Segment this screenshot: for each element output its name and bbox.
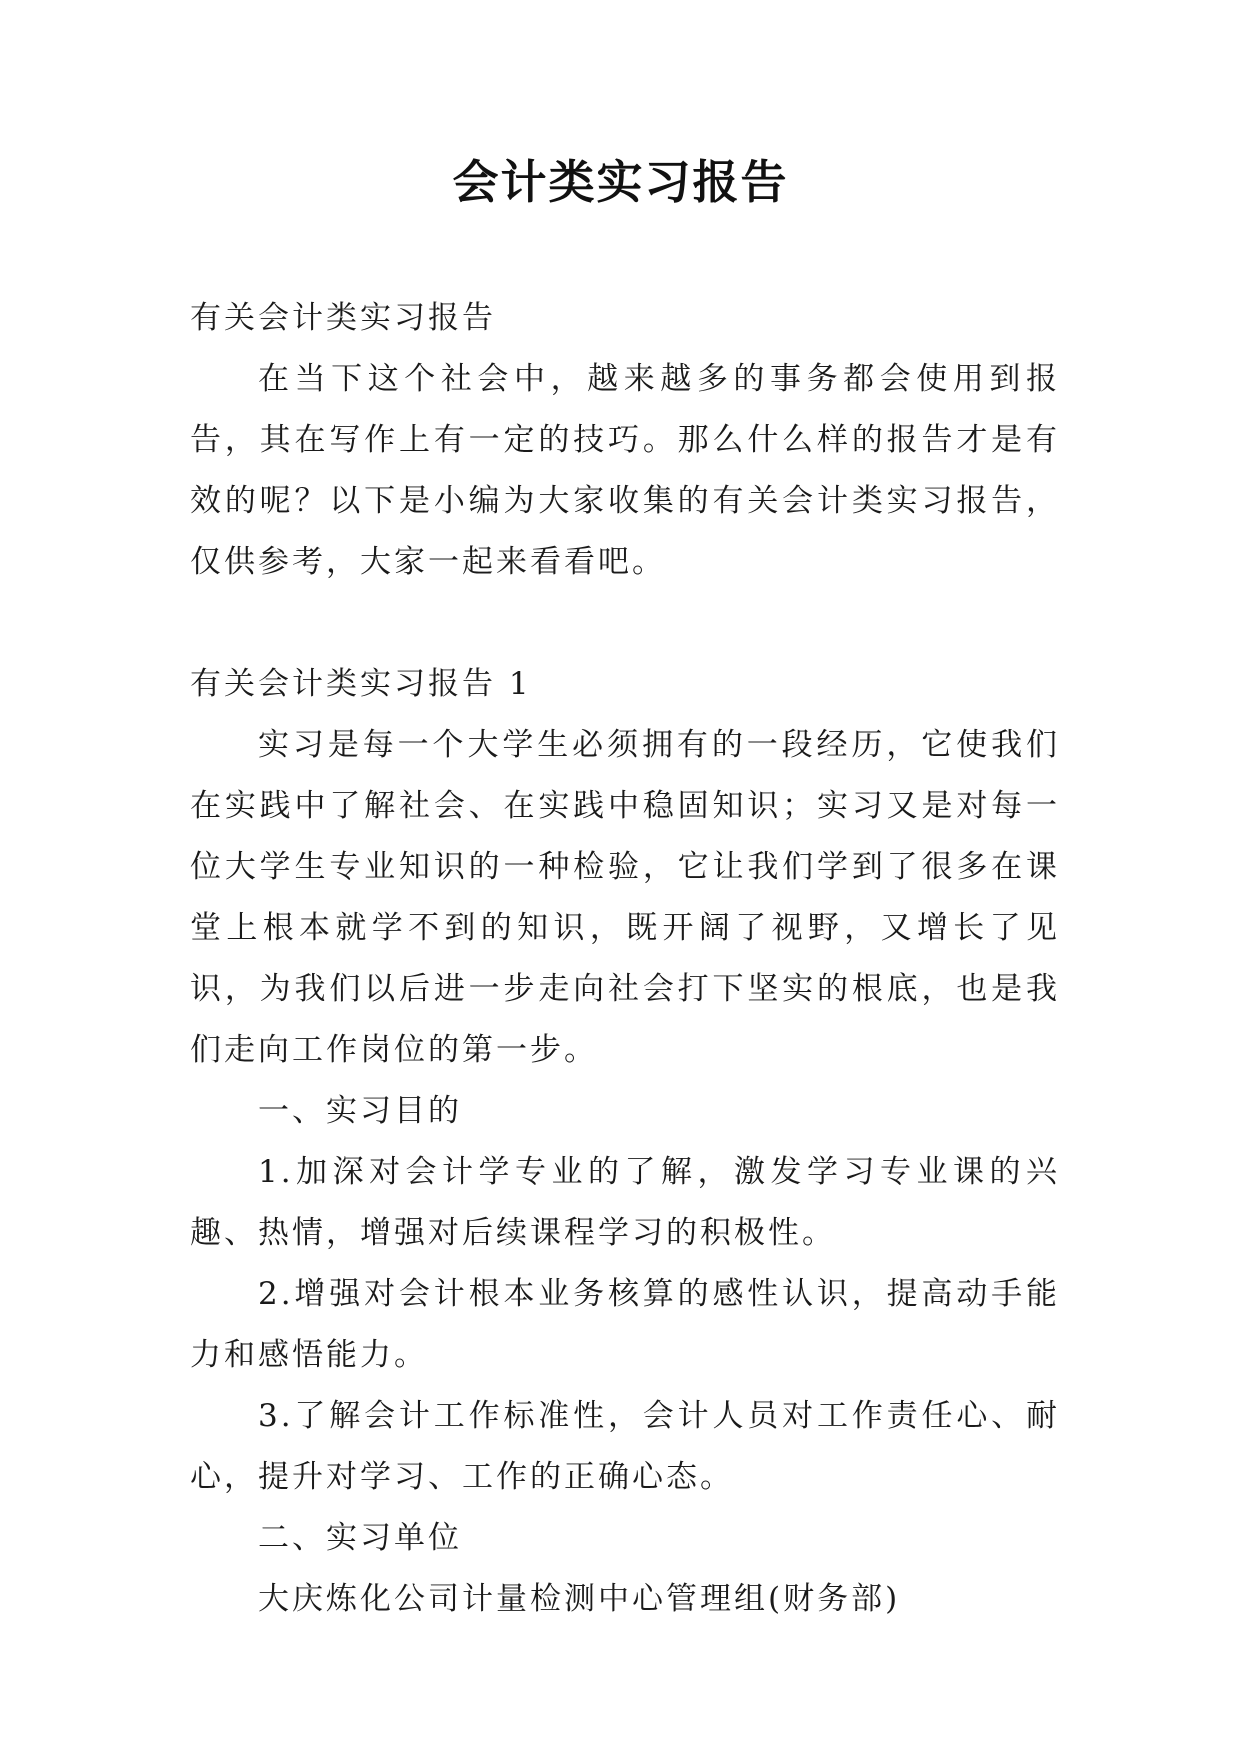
section1-heading: 有关会计类实习报告 1 xyxy=(190,666,532,702)
document-subtitle: 有关会计类实习报告 xyxy=(190,300,496,336)
section1-paragraph: 实习是每一个大学生必须拥有的一段经历，它使我们在实践中了解社会、在实践中稳固知识；实习又是对每一位大学生专业知识的一种检验，它让我们学到了很多在课堂上根本就学不到的知识，既开阔了视野，又增长了见识，为我们以后进一步走向社会打下坚实的根底，也是我们走向工作岗位的第一步。 xyxy=(190,727,1060,1068)
purpose-item-1: 1.加深对会计学专业的了解，激发学习专业课的兴趣、热情，增强对后续课程学习的积极性。 xyxy=(190,1154,1060,1251)
section-spacer xyxy=(190,593,1060,654)
unit-heading: 二、实习单位 xyxy=(258,1520,462,1556)
document-body xyxy=(190,288,1060,1630)
purpose-item-2: 2.增强对会计根本业务核算的感性认识，提高动手能力和感悟能力。 xyxy=(190,1276,1060,1373)
unit-name: 大庆炼化公司计量检测中心管理组(财务部) xyxy=(258,1581,901,1617)
purpose-item-3: 3.了解会计工作标准性，会计人员对工作责任心、耐心，提升对学习、工作的正确心态。 xyxy=(190,1398,1060,1495)
purpose-heading: 一、实习目的 xyxy=(258,1093,462,1129)
intro-paragraph: 在当下这个社会中，越来越多的事务都会使用到报告，其在写作上有一定的技巧。那么什么样的报告才是有效的呢？以下是小编为大家收集的有关会计类实习报告，仅供参考，大家一起来看看吧。 xyxy=(190,361,1060,580)
document-title: 会计类实习报告 xyxy=(452,155,789,209)
